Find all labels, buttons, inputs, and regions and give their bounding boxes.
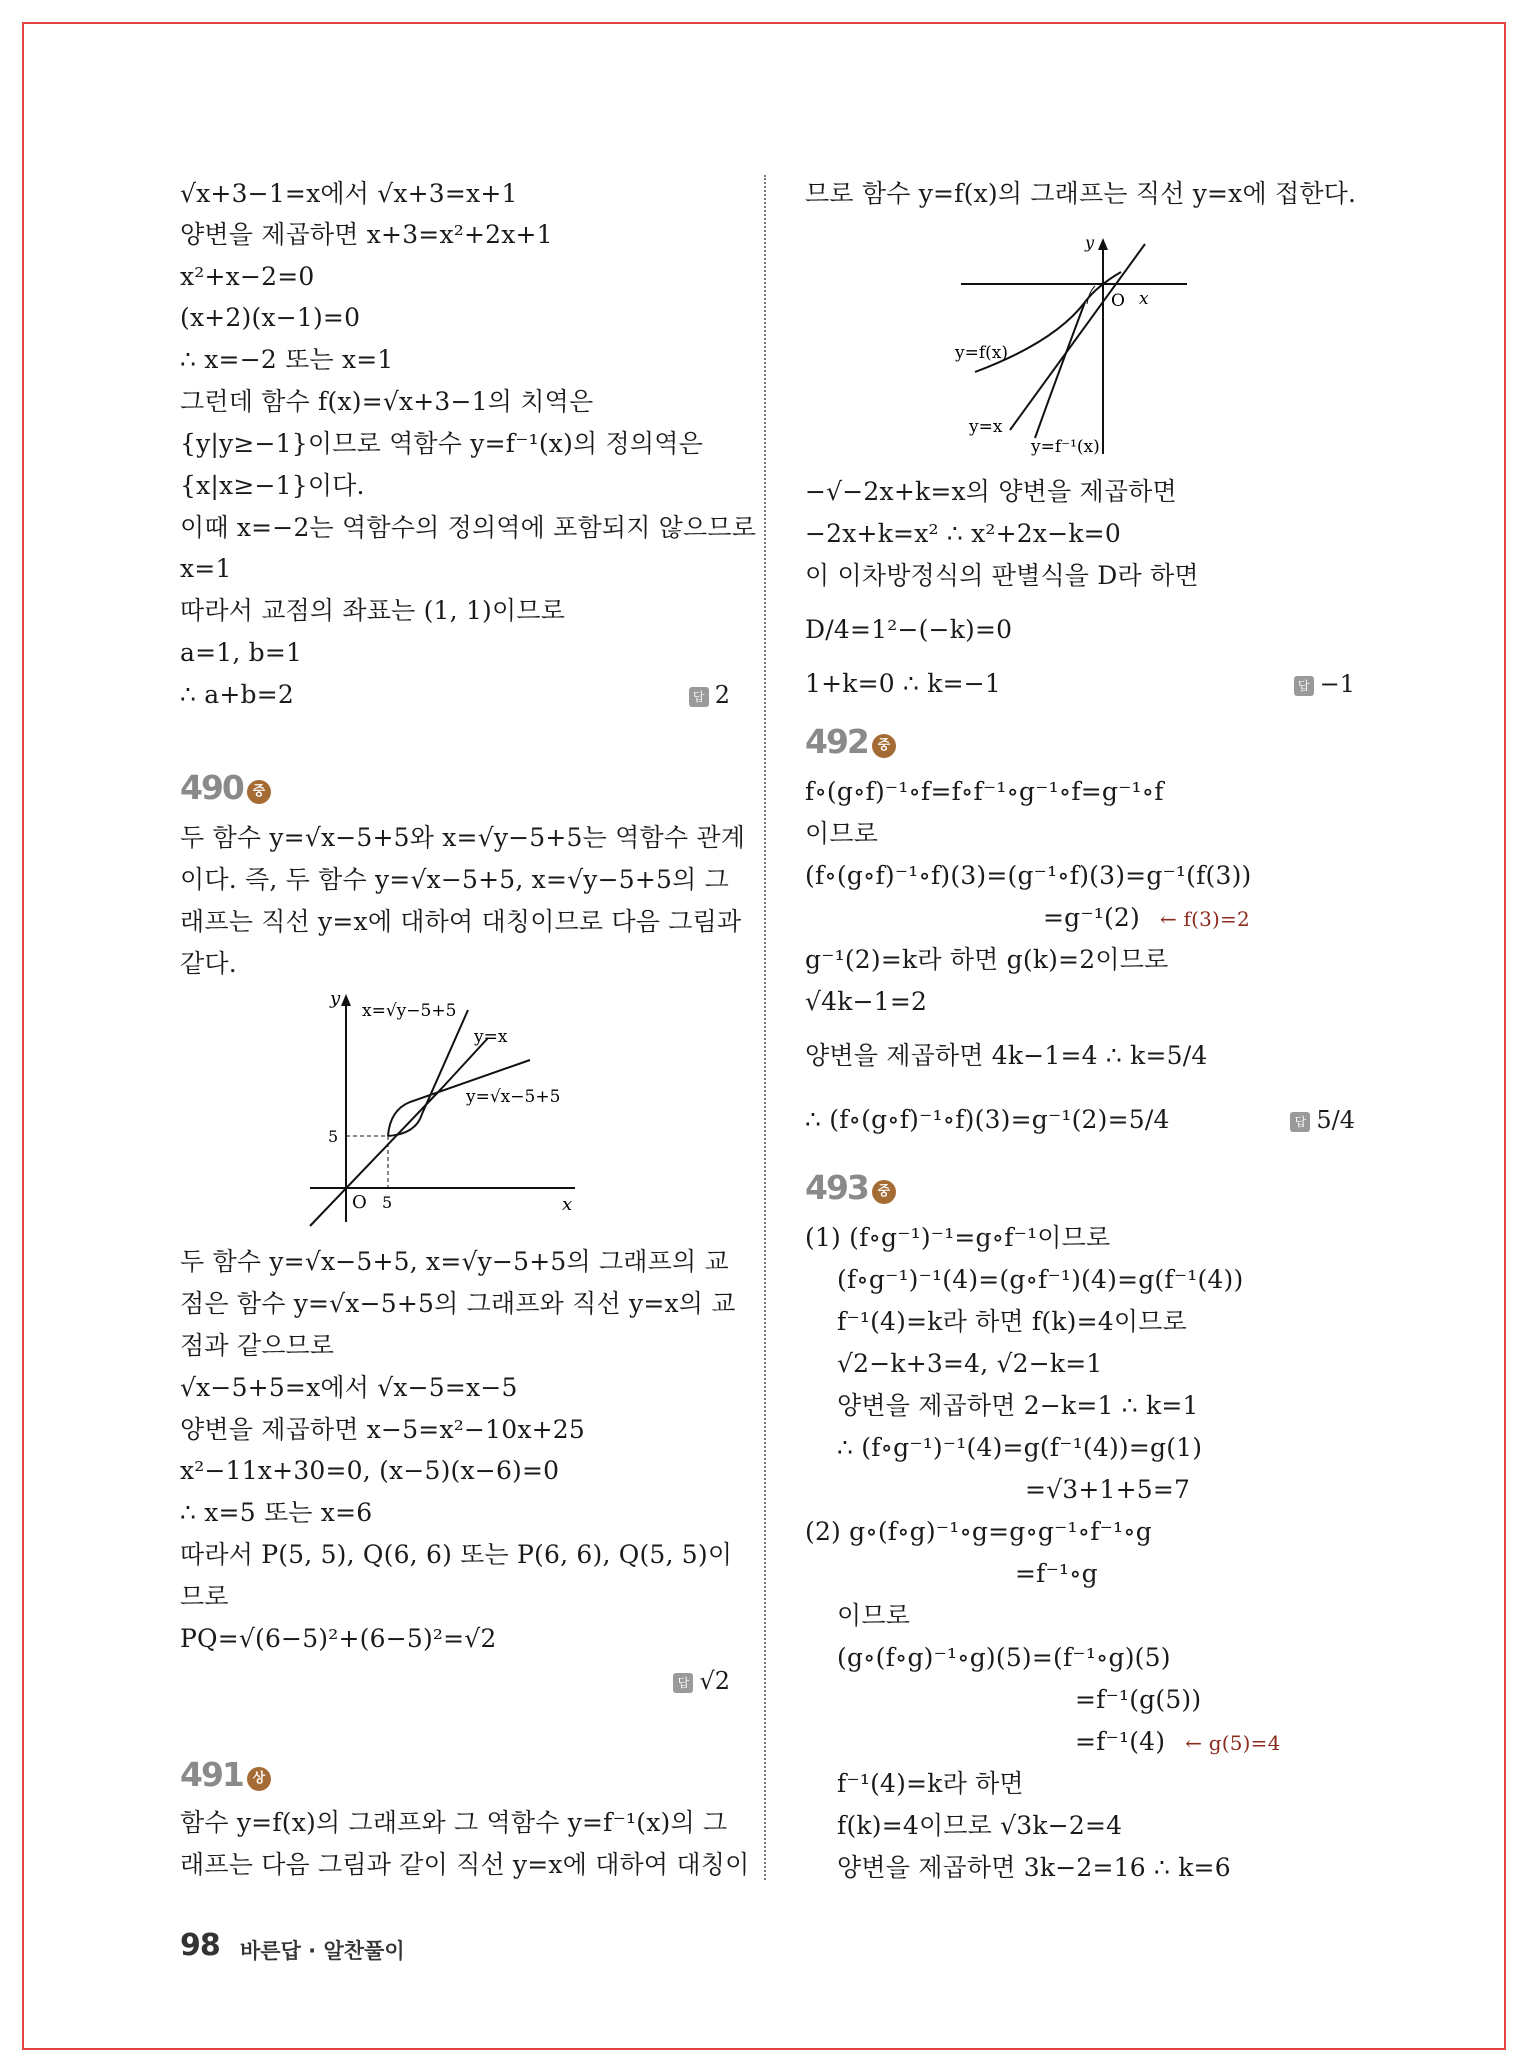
text-line: 이므로 <box>837 1601 911 1630</box>
text-line: 양변을 제곱하면 x−5=x²−10x+25 <box>180 1415 585 1444</box>
text-line: 두 함수 y=√x−5+5와 x=√y−5+5는 역함수 관계 <box>180 823 746 852</box>
answer-490: 답 √2 <box>673 1665 730 1697</box>
text-line: f⁻¹(4)=k라 하면 f(k)=4이므로 <box>837 1307 1187 1336</box>
text-line: =g⁻¹(2) ← f(3)=2 <box>1043 903 1250 932</box>
text-line: 점과 같으므로 <box>180 1331 335 1360</box>
side-note: ← g(5)=4 <box>1185 1731 1281 1755</box>
footer-title: 바른답 · 알찬풀이 <box>240 1939 405 1963</box>
text-line: (1) (f∘g⁻¹)⁻¹=g∘f⁻¹이므로 <box>805 1223 1111 1252</box>
text-line: −2x+k=x² ∴ x²+2x−k=0 <box>805 519 1121 548</box>
graph-490 <box>300 990 620 1230</box>
line-y-equals-x <box>310 1088 442 1226</box>
text-line: 래프는 직선 y=x에 대하여 대칭이므로 다음 그림과 <box>180 907 742 936</box>
text-line: PQ=√(6−5)²+(6−5)²=√2 <box>180 1624 497 1653</box>
text-line: 같다. <box>180 949 237 978</box>
answer-mark-icon: 답 <box>689 687 709 707</box>
text-line: 두 함수 y=√x−5+5, x=√y−5+5의 그래프의 교 <box>180 1247 729 1276</box>
text-line: 이때 x=−2는 역함수의 정의역에 포함되지 않으므로 <box>180 513 757 542</box>
page-number: 98 <box>180 1928 220 1963</box>
text-line: √x+3−1=x에서 √x+3=x+1 <box>180 179 518 208</box>
text-line: =f⁻¹∘g <box>1015 1559 1098 1588</box>
text-line: f⁻¹(4)=k라 하면 <box>837 1769 1024 1798</box>
text-line: √x−5+5=x에서 √x−5=x−5 <box>180 1373 518 1402</box>
text-line: D/4=1²−(−k)=0 <box>805 615 1013 644</box>
origin-label: O <box>1111 291 1125 311</box>
side-note: ← f(3)=2 <box>1159 907 1250 931</box>
text-line: 점은 함수 y=√x−5+5의 그래프와 직선 y=x의 교 <box>180 1289 736 1318</box>
text-line: 이다. 즉, 두 함수 y=√x−5+5, x=√y−5+5의 그 <box>180 865 729 894</box>
text-line: ∴ (f∘g⁻¹)⁻¹(4)=g(f⁻¹(4))=g(1) <box>837 1433 1203 1462</box>
text-line: g⁻¹(2)=k라 하면 g(k)=2이므로 <box>805 945 1169 974</box>
level-badge: 중 <box>247 780 271 804</box>
label-line: y=x <box>969 417 1003 437</box>
x-axis-label: x <box>1139 289 1149 309</box>
text-line: =√3+1+5=7 <box>1025 1475 1191 1504</box>
text-line: {y|y≥−1}이므로 역함수 y=f⁻¹(x)의 정의역은 <box>180 429 703 458</box>
text-line: f∘(g∘f)⁻¹∘f=f∘f⁻¹∘g⁻¹∘f=g⁻¹∘f <box>805 777 1164 806</box>
text-line: ∴ a+b=2 <box>180 680 294 709</box>
graph-491 <box>955 232 1195 462</box>
label-inverse: x=√y−5+5 <box>362 1001 457 1021</box>
label-f-inverse: y=f⁻¹(x) <box>1031 437 1100 457</box>
text-line: 따라서 P(5, 5), Q(6, 6) 또는 P(6, 6), Q(5, 5)이 <box>180 1540 733 1569</box>
text-line: 양변을 제곱하면 4k−1=4 ∴ k=5/4 <box>805 1041 1208 1070</box>
y-axis-arrow <box>1098 238 1108 250</box>
answer-491: 답 −1 <box>1294 668 1355 700</box>
text-line: (2) g∘(f∘g)⁻¹∘g=g∘g⁻¹∘f⁻¹∘g <box>805 1517 1152 1546</box>
tick-label-y: 5 <box>328 1127 339 1146</box>
text-line: −√−2x+k=x의 양변을 제곱하면 <box>805 477 1177 506</box>
text-line: f(k)=4이므로 √3k−2=4 <box>837 1811 1123 1840</box>
text-line: ∴ x=−2 또는 x=1 <box>180 345 394 374</box>
text-line: 이므로 <box>805 819 879 848</box>
text-line: 그런데 함수 f(x)=√x+3−1의 치역은 <box>180 387 594 416</box>
text-line: =f⁻¹(4) ← g(5)=4 <box>1075 1727 1281 1756</box>
text-line: 함수 y=f(x)의 그래프와 그 역함수 y=f⁻¹(x)의 그 <box>180 1808 728 1837</box>
text-line: =f⁻¹(g(5)) <box>1075 1685 1202 1714</box>
y-axis-label: y <box>330 990 341 1009</box>
text-line: a=1, b=1 <box>180 638 303 667</box>
y-axis-label: y <box>1085 233 1095 252</box>
answer-mark-icon: 답 <box>673 1673 693 1693</box>
text-line: 양변을 제곱하면 x+3=x²+2x+1 <box>180 220 553 249</box>
text-line: 1+k=0 ∴ k=−1 <box>805 669 1002 698</box>
text-line: (f∘(g∘f)⁻¹∘f)(3)=(g⁻¹∘f)(3)=g⁻¹(f(3)) <box>805 861 1252 890</box>
level-badge: 상 <box>247 1767 271 1791</box>
y-axis-arrow <box>341 994 351 1006</box>
text-line: 므로 함수 y=f(x)의 그래프는 직선 y=x에 접한다. <box>805 179 1357 208</box>
tick-label-x: 5 <box>382 1193 393 1212</box>
line-y-equals-x <box>1010 244 1145 430</box>
text-line: 므로 <box>180 1582 229 1611</box>
level-badge: 중 <box>872 734 896 758</box>
origin-label: O <box>352 1192 367 1213</box>
answer-mark-icon: 답 <box>1294 676 1314 696</box>
problem-492-heading: 492 중 <box>805 722 896 761</box>
label-line: y=x <box>474 1027 508 1047</box>
curve-f-inverse <box>1035 302 1085 438</box>
text-line: x=1 <box>180 554 232 583</box>
x-axis-label: x <box>562 1194 573 1215</box>
text-line: (x+2)(x−1)=0 <box>180 303 361 332</box>
problem-491-heading: 491 상 <box>180 1755 271 1794</box>
answer-mark-icon: 답 <box>1290 1112 1310 1132</box>
text-line: ∴ (f∘(g∘f)⁻¹∘f)(3)=g⁻¹(2)=5/4 <box>805 1105 1170 1134</box>
text-line: (f∘g⁻¹)⁻¹(4)=(g∘f⁻¹)(4)=g(f⁻¹(4)) <box>837 1265 1244 1294</box>
text-line: √4k−1=2 <box>805 987 928 1016</box>
answer-492: 답 5/4 <box>1290 1104 1355 1136</box>
label-func: y=√x−5+5 <box>466 1087 561 1107</box>
text-line: 따라서 교점의 좌표는 (1, 1)이므로 <box>180 596 566 625</box>
text-line: {x|x≥−1}이다. <box>180 471 365 500</box>
text-line: √2−k+3=4, √2−k=1 <box>837 1349 1103 1378</box>
problem-490-heading: 490 중 <box>180 768 271 807</box>
text-line: x²−11x+30=0, (x−5)(x−6)=0 <box>180 1456 560 1485</box>
answer-489: 답 2 <box>689 679 730 711</box>
text-line: (g∘(f∘g)⁻¹∘g)(5)=(f⁻¹∘g)(5) <box>837 1643 1171 1672</box>
text-line: 래프는 다음 그림과 같이 직선 y=x에 대하여 대칭이 <box>180 1850 750 1879</box>
label-f: y=f(x) <box>955 343 1008 363</box>
text-line: 양변을 제곱하면 3k−2=16 ∴ k=6 <box>837 1853 1231 1882</box>
column-divider <box>764 175 766 1880</box>
text-line: ∴ x=5 또는 x=6 <box>180 1498 373 1527</box>
problem-493-heading: 493 중 <box>805 1168 896 1207</box>
level-badge: 중 <box>872 1180 896 1204</box>
text-line: 이 이차방정식의 판별식을 D라 하면 <box>805 561 1199 590</box>
text-line: x²+x−2=0 <box>180 262 315 291</box>
text-line: 양변을 제곱하면 2−k=1 ∴ k=1 <box>837 1391 1199 1420</box>
